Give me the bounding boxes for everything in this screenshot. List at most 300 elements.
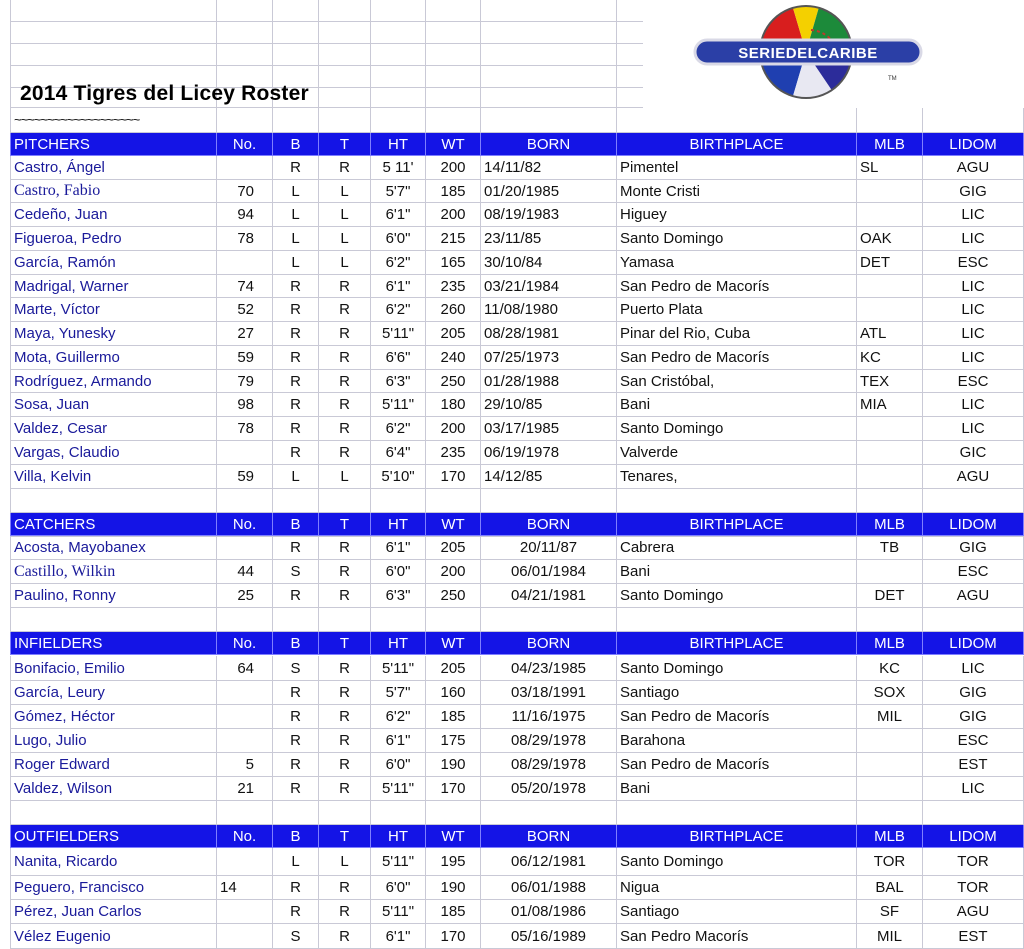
- blank-cell: [617, 489, 857, 513]
- player-name: Valdez, Cesar: [10, 417, 217, 441]
- blank-cell: [481, 66, 617, 88]
- cell-b: S: [273, 656, 319, 681]
- blank-cell: [371, 88, 426, 108]
- column-header-lidom: LIDOM: [923, 825, 1024, 848]
- cell-b: L: [273, 251, 319, 275]
- player-name: Valdez, Wilson: [10, 777, 217, 801]
- cell-lidom: ESC: [923, 560, 1024, 584]
- cell-t: R: [319, 656, 371, 681]
- cell-born: 06/01/1988: [481, 876, 617, 900]
- blank-cell: [426, 608, 481, 632]
- cell-ht: 5'7": [371, 180, 426, 203]
- cell-birthplace: Bani: [617, 393, 857, 417]
- cell-ht: 6'2": [371, 298, 426, 322]
- column-header-born: BORN: [481, 133, 617, 156]
- cell-mlb: [857, 465, 923, 489]
- cell-birthplace: Cabrera: [617, 536, 857, 560]
- blank-cell: [923, 489, 1024, 513]
- cell-ht: 5 11': [371, 156, 426, 180]
- cell-wt: 170: [426, 465, 481, 489]
- cell-b: L: [273, 203, 319, 227]
- cell-t: R: [319, 753, 371, 777]
- blank-row: [0, 108, 1024, 133]
- column-header-born: BORN: [481, 632, 617, 655]
- cell-lidom: TOR: [923, 876, 1024, 900]
- blank-cell: [857, 489, 923, 513]
- blank-cell: [857, 608, 923, 632]
- blank-cell: [426, 22, 481, 44]
- roster-title: 2014 Tigres del Licey Roster: [20, 82, 309, 105]
- cell-b: R: [273, 681, 319, 705]
- player-row: [0, 924, 1024, 949]
- player-name: Rodríguez, Armando: [10, 370, 217, 393]
- cell-birthplace: Bani: [617, 777, 857, 801]
- player-name: Figueroa, Pedro: [10, 227, 217, 251]
- player-row: [0, 417, 1024, 441]
- player-row: [0, 465, 1024, 489]
- cell-born: 01/28/1988: [481, 370, 617, 393]
- blank-cell: [10, 489, 217, 513]
- cell-t: L: [319, 203, 371, 227]
- player-row: [0, 346, 1024, 370]
- cell-birthplace: Nigua: [617, 876, 857, 900]
- cell-no: [217, 900, 273, 924]
- cell-birthplace: Higuey: [617, 203, 857, 227]
- column-header-mlb: MLB: [857, 632, 923, 655]
- player-name: Cedeño, Juan: [10, 203, 217, 227]
- cell-no: 59: [217, 465, 273, 489]
- cell-wt: 250: [426, 370, 481, 393]
- player-row: [0, 560, 1024, 584]
- section-title: PITCHERS: [10, 133, 217, 156]
- cell-lidom: EST: [923, 924, 1024, 949]
- cell-born: 06/12/1981: [481, 848, 617, 876]
- cell-wt: 200: [426, 203, 481, 227]
- blank-cell: [273, 801, 319, 825]
- cell-mlb: BAL: [857, 876, 923, 900]
- cell-lidom: AGU: [923, 156, 1024, 180]
- cell-wt: 185: [426, 900, 481, 924]
- player-name: Castro, Fabio: [10, 180, 217, 203]
- blank-cell: [923, 801, 1024, 825]
- player-row: [0, 298, 1024, 322]
- cell-ht: 5'11": [371, 656, 426, 681]
- column-header-birthplace: BIRTHPLACE: [617, 825, 857, 848]
- cell-no: [217, 536, 273, 560]
- cell-wt: 200: [426, 156, 481, 180]
- cell-t: R: [319, 275, 371, 298]
- cell-birthplace: Tenares,: [617, 465, 857, 489]
- cell-ht: 6'2": [371, 705, 426, 729]
- blank-cell: [371, 108, 426, 133]
- cell-born: 08/19/1983: [481, 203, 617, 227]
- player-name: Marte, Víctor: [10, 298, 217, 322]
- cell-birthplace: Santo Domingo: [617, 848, 857, 876]
- column-header-born: BORN: [481, 513, 617, 536]
- column-header-ht: HT: [371, 133, 426, 156]
- cell-born: 08/29/1978: [481, 729, 617, 753]
- cell-born: 07/25/1973: [481, 346, 617, 370]
- player-row: [0, 251, 1024, 275]
- cell-ht: 6'1": [371, 729, 426, 753]
- cell-b: R: [273, 298, 319, 322]
- blank-cell: [319, 0, 371, 22]
- cell-b: R: [273, 346, 319, 370]
- cell-mlb: [857, 417, 923, 441]
- cell-b: R: [273, 584, 319, 608]
- blank-cell: [217, 22, 273, 44]
- cell-mlb: [857, 203, 923, 227]
- cell-birthplace: San Pedro Macorís: [617, 924, 857, 949]
- column-header-b: B: [273, 632, 319, 655]
- cell-no: [217, 251, 273, 275]
- cell-no: [217, 441, 273, 465]
- cell-ht: 6'2": [371, 251, 426, 275]
- player-name: Castro, Ángel: [10, 156, 217, 180]
- cell-t: R: [319, 681, 371, 705]
- cell-mlb: [857, 298, 923, 322]
- cell-lidom: LIC: [923, 275, 1024, 298]
- cell-no: [217, 156, 273, 180]
- blank-cell: [319, 608, 371, 632]
- cell-lidom: ESC: [923, 370, 1024, 393]
- cell-birthplace: San Pedro de Macorís: [617, 705, 857, 729]
- player-row: [0, 876, 1024, 900]
- player-row: [0, 156, 1024, 180]
- blank-cell: [481, 22, 617, 44]
- column-header-wt: WT: [426, 825, 481, 848]
- column-header-lidom: LIDOM: [923, 513, 1024, 536]
- blank-row: [0, 489, 1024, 513]
- cell-no: [217, 681, 273, 705]
- cell-birthplace: Santo Domingo: [617, 417, 857, 441]
- cell-mlb: SOX: [857, 681, 923, 705]
- player-row: [0, 536, 1024, 560]
- cell-b: R: [273, 729, 319, 753]
- cell-born: 05/20/1978: [481, 777, 617, 801]
- cell-t: R: [319, 900, 371, 924]
- cell-b: R: [273, 275, 319, 298]
- blank-cell: [10, 801, 217, 825]
- cell-ht: 6'0": [371, 227, 426, 251]
- blank-cell: [10, 608, 217, 632]
- player-row: [0, 753, 1024, 777]
- column-header-wt: WT: [426, 133, 481, 156]
- blank-cell: [426, 108, 481, 133]
- cell-t: R: [319, 876, 371, 900]
- cell-mlb: KC: [857, 656, 923, 681]
- column-header-mlb: MLB: [857, 133, 923, 156]
- player-name: Maya, Yunesky: [10, 322, 217, 346]
- cell-birthplace: San Cristóbal,: [617, 370, 857, 393]
- cell-no: 64: [217, 656, 273, 681]
- cell-birthplace: San Pedro de Macorís: [617, 346, 857, 370]
- blank-cell: [273, 44, 319, 66]
- cell-t: R: [319, 560, 371, 584]
- column-header-wt: WT: [426, 513, 481, 536]
- cell-b: R: [273, 393, 319, 417]
- player-row: [0, 203, 1024, 227]
- column-header-ht: HT: [371, 632, 426, 655]
- column-header-no: No.: [217, 632, 273, 655]
- section-title: OUTFIELDERS: [10, 825, 217, 848]
- cell-born: 30/10/84: [481, 251, 617, 275]
- player-row: [0, 656, 1024, 681]
- cell-lidom: LIC: [923, 417, 1024, 441]
- blank-cell: [371, 66, 426, 88]
- cell-t: R: [319, 393, 371, 417]
- blank-cell: [371, 44, 426, 66]
- cell-lidom: LIC: [923, 777, 1024, 801]
- cell-b: R: [273, 322, 319, 346]
- blank-cell: [319, 66, 371, 88]
- cell-lidom: TOR: [923, 848, 1024, 876]
- cell-wt: 215: [426, 227, 481, 251]
- player-name: Bonifacio, Emilio: [10, 656, 217, 681]
- cell-ht: 6'1": [371, 203, 426, 227]
- blank-cell: [481, 88, 617, 108]
- cell-lidom: GIG: [923, 705, 1024, 729]
- player-name: Mota, Guillermo: [10, 346, 217, 370]
- cell-t: R: [319, 346, 371, 370]
- player-name: García, Leury: [10, 681, 217, 705]
- cell-mlb: DET: [857, 584, 923, 608]
- cell-no: 52: [217, 298, 273, 322]
- section-header-outfielders: [0, 825, 1024, 848]
- cell-ht: 6'3": [371, 584, 426, 608]
- cell-mlb: OAK: [857, 227, 923, 251]
- cell-lidom: LIC: [923, 227, 1024, 251]
- blank-cell: [10, 22, 217, 44]
- blank-cell: [319, 489, 371, 513]
- cell-no: 94: [217, 203, 273, 227]
- column-header-mlb: MLB: [857, 825, 923, 848]
- cell-mlb: [857, 275, 923, 298]
- blank-cell: [481, 108, 617, 133]
- blank-cell: [217, 44, 273, 66]
- cell-born: 20/11/87: [481, 536, 617, 560]
- cell-wt: 170: [426, 777, 481, 801]
- cell-t: R: [319, 729, 371, 753]
- cell-t: L: [319, 251, 371, 275]
- column-header-lidom: LIDOM: [923, 632, 1024, 655]
- cell-no: 78: [217, 417, 273, 441]
- blank-cell: [371, 22, 426, 44]
- cell-b: L: [273, 465, 319, 489]
- cell-wt: 185: [426, 180, 481, 203]
- cell-no: 78: [217, 227, 273, 251]
- cell-no: 44: [217, 560, 273, 584]
- cell-wt: 235: [426, 441, 481, 465]
- blank-cell: [319, 88, 371, 108]
- blank-cell: [319, 44, 371, 66]
- cell-b: R: [273, 753, 319, 777]
- cell-wt: 200: [426, 560, 481, 584]
- cell-birthplace: Pimentel: [617, 156, 857, 180]
- cell-wt: 175: [426, 729, 481, 753]
- column-header-mlb: MLB: [857, 513, 923, 536]
- cell-lidom: LIC: [923, 656, 1024, 681]
- cell-t: R: [319, 417, 371, 441]
- player-name: Villa, Kelvin: [10, 465, 217, 489]
- cell-t: R: [319, 370, 371, 393]
- player-name: García, Ramón: [10, 251, 217, 275]
- player-row: [0, 848, 1024, 876]
- cell-b: R: [273, 441, 319, 465]
- cell-mlb: [857, 180, 923, 203]
- blank-cell: [273, 0, 319, 22]
- cell-mlb: [857, 729, 923, 753]
- cell-no: 79: [217, 370, 273, 393]
- column-header-t: T: [319, 632, 371, 655]
- player-row: [0, 393, 1024, 417]
- cell-born: 08/28/1981: [481, 322, 617, 346]
- blank-cell: [923, 108, 1024, 133]
- cell-ht: 5'11": [371, 900, 426, 924]
- cell-no: [217, 705, 273, 729]
- cell-born: 01/08/1986: [481, 900, 617, 924]
- column-header-t: T: [319, 513, 371, 536]
- blank-cell: [273, 22, 319, 44]
- column-header-wt: WT: [426, 632, 481, 655]
- cell-t: R: [319, 924, 371, 949]
- cell-lidom: LIC: [923, 393, 1024, 417]
- cell-birthplace: Pinar del Rio, Cuba: [617, 322, 857, 346]
- cell-wt: 205: [426, 656, 481, 681]
- blank-cell: [426, 44, 481, 66]
- cell-birthplace: San Pedro de Macorís: [617, 753, 857, 777]
- player-name: Gómez, Héctor: [10, 705, 217, 729]
- player-row: [0, 227, 1024, 251]
- cell-wt: 205: [426, 322, 481, 346]
- cell-no: [217, 924, 273, 949]
- cell-t: L: [319, 465, 371, 489]
- cell-ht: 5'11": [371, 393, 426, 417]
- cell-t: R: [319, 298, 371, 322]
- blank-cell: [371, 0, 426, 22]
- cell-birthplace: San Pedro de Macorís: [617, 275, 857, 298]
- cell-birthplace: Yamasa: [617, 251, 857, 275]
- cell-no: 25: [217, 584, 273, 608]
- section-title: CATCHERS: [10, 513, 217, 536]
- cell-no: 59: [217, 346, 273, 370]
- cell-b: S: [273, 560, 319, 584]
- cell-b: L: [273, 227, 319, 251]
- cell-lidom: AGU: [923, 465, 1024, 489]
- cell-wt: 200: [426, 417, 481, 441]
- cell-wt: 205: [426, 536, 481, 560]
- blank-cell: [426, 66, 481, 88]
- blank-cell: [319, 801, 371, 825]
- cell-lidom: AGU: [923, 900, 1024, 924]
- cell-born: 06/01/1984: [481, 560, 617, 584]
- blank-cell: [426, 801, 481, 825]
- cell-born: 23/11/85: [481, 227, 617, 251]
- cell-no: 14: [217, 876, 273, 900]
- logo-text: SERIEDELCARIBE: [738, 45, 878, 62]
- cell-born: 01/20/1985: [481, 180, 617, 203]
- cell-lidom: GIG: [923, 180, 1024, 203]
- cell-t: L: [319, 848, 371, 876]
- cell-ht: 5'7": [371, 681, 426, 705]
- cell-t: R: [319, 322, 371, 346]
- cell-t: R: [319, 441, 371, 465]
- cell-born: 11/08/1980: [481, 298, 617, 322]
- cell-ht: 6'1": [371, 275, 426, 298]
- cell-born: 03/21/1984: [481, 275, 617, 298]
- cell-born: 14/12/85: [481, 465, 617, 489]
- cell-birthplace: Barahona: [617, 729, 857, 753]
- cell-wt: 235: [426, 275, 481, 298]
- blank-cell: [857, 108, 923, 133]
- cell-b: S: [273, 924, 319, 949]
- cell-birthplace: Santiago: [617, 681, 857, 705]
- cell-lidom: LIC: [923, 322, 1024, 346]
- blank-cell: [617, 108, 857, 133]
- cell-b: L: [273, 180, 319, 203]
- column-header-born: BORN: [481, 825, 617, 848]
- cell-b: R: [273, 536, 319, 560]
- blank-cell: [371, 489, 426, 513]
- player-name: Vargas, Claudio: [10, 441, 217, 465]
- cell-t: R: [319, 536, 371, 560]
- cell-no: 70: [217, 180, 273, 203]
- column-header-lidom: LIDOM: [923, 133, 1024, 156]
- blank-cell: [319, 22, 371, 44]
- column-header-ht: HT: [371, 825, 426, 848]
- cell-no: 21: [217, 777, 273, 801]
- cell-born: 04/23/1985: [481, 656, 617, 681]
- player-row: [0, 900, 1024, 924]
- cell-b: R: [273, 876, 319, 900]
- blank-cell: [217, 108, 273, 133]
- blank-cell: [319, 108, 371, 133]
- cell-lidom: LIC: [923, 298, 1024, 322]
- blank-cell: [273, 108, 319, 133]
- cell-mlb: TEX: [857, 370, 923, 393]
- cell-wt: 185: [426, 705, 481, 729]
- cell-no: 5: [217, 753, 273, 777]
- cell-wt: 180: [426, 393, 481, 417]
- cell-birthplace: Monte Cristi: [617, 180, 857, 203]
- cell-b: R: [273, 156, 319, 180]
- section-header-catchers: [0, 513, 1024, 536]
- cell-ht: 6'2": [371, 417, 426, 441]
- cell-ht: 6'6": [371, 346, 426, 370]
- cell-t: R: [319, 156, 371, 180]
- player-row: [0, 275, 1024, 298]
- player-name: Sosa, Juan: [10, 393, 217, 417]
- cell-lidom: ESC: [923, 251, 1024, 275]
- cell-no: [217, 729, 273, 753]
- blank-row: [0, 608, 1024, 632]
- blank-cell: [857, 801, 923, 825]
- cell-no: 74: [217, 275, 273, 298]
- player-name: Acosta, Mayobanex: [10, 536, 217, 560]
- blank-cell: [426, 489, 481, 513]
- cell-wt: 160: [426, 681, 481, 705]
- cell-wt: 190: [426, 876, 481, 900]
- column-header-birthplace: BIRTHPLACE: [617, 632, 857, 655]
- cell-wt: 260: [426, 298, 481, 322]
- blank-cell: [10, 44, 217, 66]
- cell-birthplace: Santo Domingo: [617, 656, 857, 681]
- cell-ht: 5'11": [371, 322, 426, 346]
- cell-no: 98: [217, 393, 273, 417]
- cell-born: 06/19/1978: [481, 441, 617, 465]
- blank-cell: [371, 608, 426, 632]
- blank-cell: [273, 489, 319, 513]
